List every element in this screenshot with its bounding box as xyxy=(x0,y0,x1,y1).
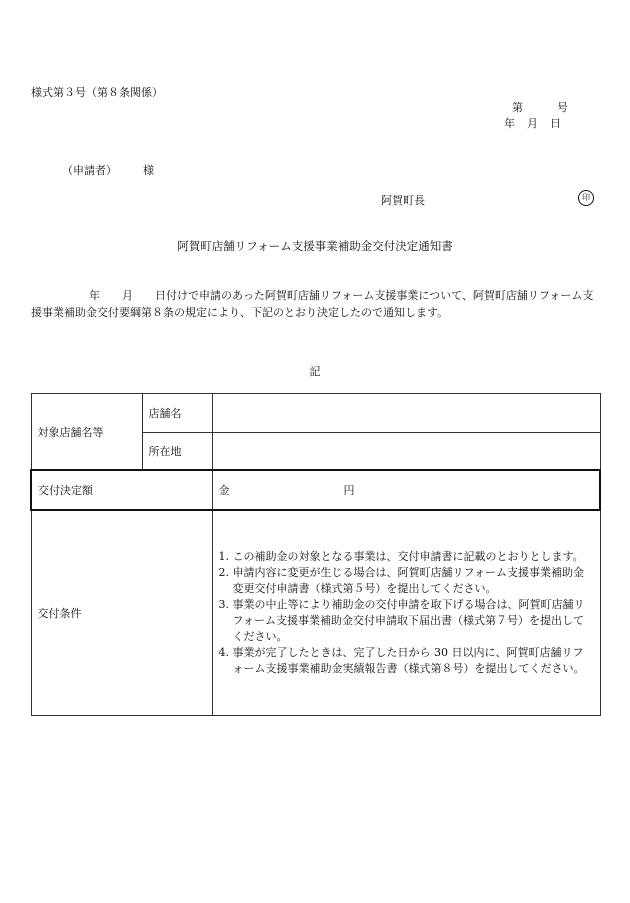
issuer-name: 阿賀町長 xyxy=(381,194,425,207)
condition-item xyxy=(219,597,594,645)
seal-mark: 印 xyxy=(578,190,594,206)
body-month: 月 xyxy=(122,289,133,302)
decision-table xyxy=(30,393,601,716)
amount-prefix: 金 xyxy=(218,484,230,497)
recipient-honorific: 様 xyxy=(143,164,154,177)
condition-text: 申請内容に変更が生じる場合は、阿賀町店舗リフォーム支援事業補助金変更交付申請書（様式第５号）を提出してください。 xyxy=(232,566,584,595)
store-name-label: 店舗名 xyxy=(142,394,212,433)
condition-number: 3. xyxy=(218,598,229,611)
ki-heading: 記 xyxy=(309,365,321,378)
store-group-label: 対象店舗名等 xyxy=(31,394,142,471)
condition-number: 1. xyxy=(218,550,229,563)
date-year: 年 xyxy=(504,117,515,130)
body-year: 年 xyxy=(89,289,100,302)
conditions-row xyxy=(31,510,600,716)
date-month: 月 xyxy=(527,117,538,130)
condition-item xyxy=(219,645,594,677)
date-day: 日 xyxy=(550,117,561,130)
condition-number: 2. xyxy=(218,566,229,579)
form-number: 様式第３号（第８条関係） xyxy=(31,86,163,99)
document-title: 阿賀町店舗リフォーム支援事業補助金交付決定通知書 xyxy=(177,239,453,253)
condition-text: この補助金の対象となる事業は、交付申請書に記載のとおりとします。 xyxy=(232,550,584,563)
condition-number: 4. xyxy=(218,646,229,659)
document-number-suffix: 号 xyxy=(557,101,568,114)
document-date xyxy=(504,115,561,131)
amount-unit: 円 xyxy=(343,484,355,497)
conditions-list xyxy=(219,549,594,677)
condition-text: 事業の中止等により補助金の交付申請を取下げる場合は、阿賀町店舗リフォーム支援事業補助金交付申請取下届出書（様式第７号）を提出してください。 xyxy=(232,598,585,643)
document-number-prefix: 第 xyxy=(512,101,523,114)
condition-item xyxy=(219,565,594,597)
conditions-cell xyxy=(212,510,600,716)
document-number xyxy=(512,99,568,115)
location-field[interactable] xyxy=(212,433,600,471)
conditions-label: 交付条件 xyxy=(31,510,212,716)
condition-text: 事業が完了したときは、完了した日から 30 日以内に、阿賀町店舗リフォーム支援事業補助金実績報告書（様式第８号）を提出してください。 xyxy=(232,646,585,675)
amount-row xyxy=(31,470,600,510)
amount-field[interactable] xyxy=(212,470,600,510)
recipient-line xyxy=(62,162,154,178)
amount-label: 交付決定額 xyxy=(31,470,212,510)
store-name-field[interactable] xyxy=(212,394,600,433)
condition-item xyxy=(219,549,594,565)
recipient-label: （申請者） xyxy=(62,164,117,177)
store-name-row xyxy=(31,394,600,433)
body-paragraph xyxy=(31,287,601,321)
body-text: 日付けで申請のあった阿賀町店舗リフォーム支援事業について、阿賀町店舗リフォーム支援事業補助金交付要綱第８条の規定により、下記のとおり決定したので通知します。 xyxy=(31,289,594,319)
location-label: 所在地 xyxy=(142,433,212,471)
